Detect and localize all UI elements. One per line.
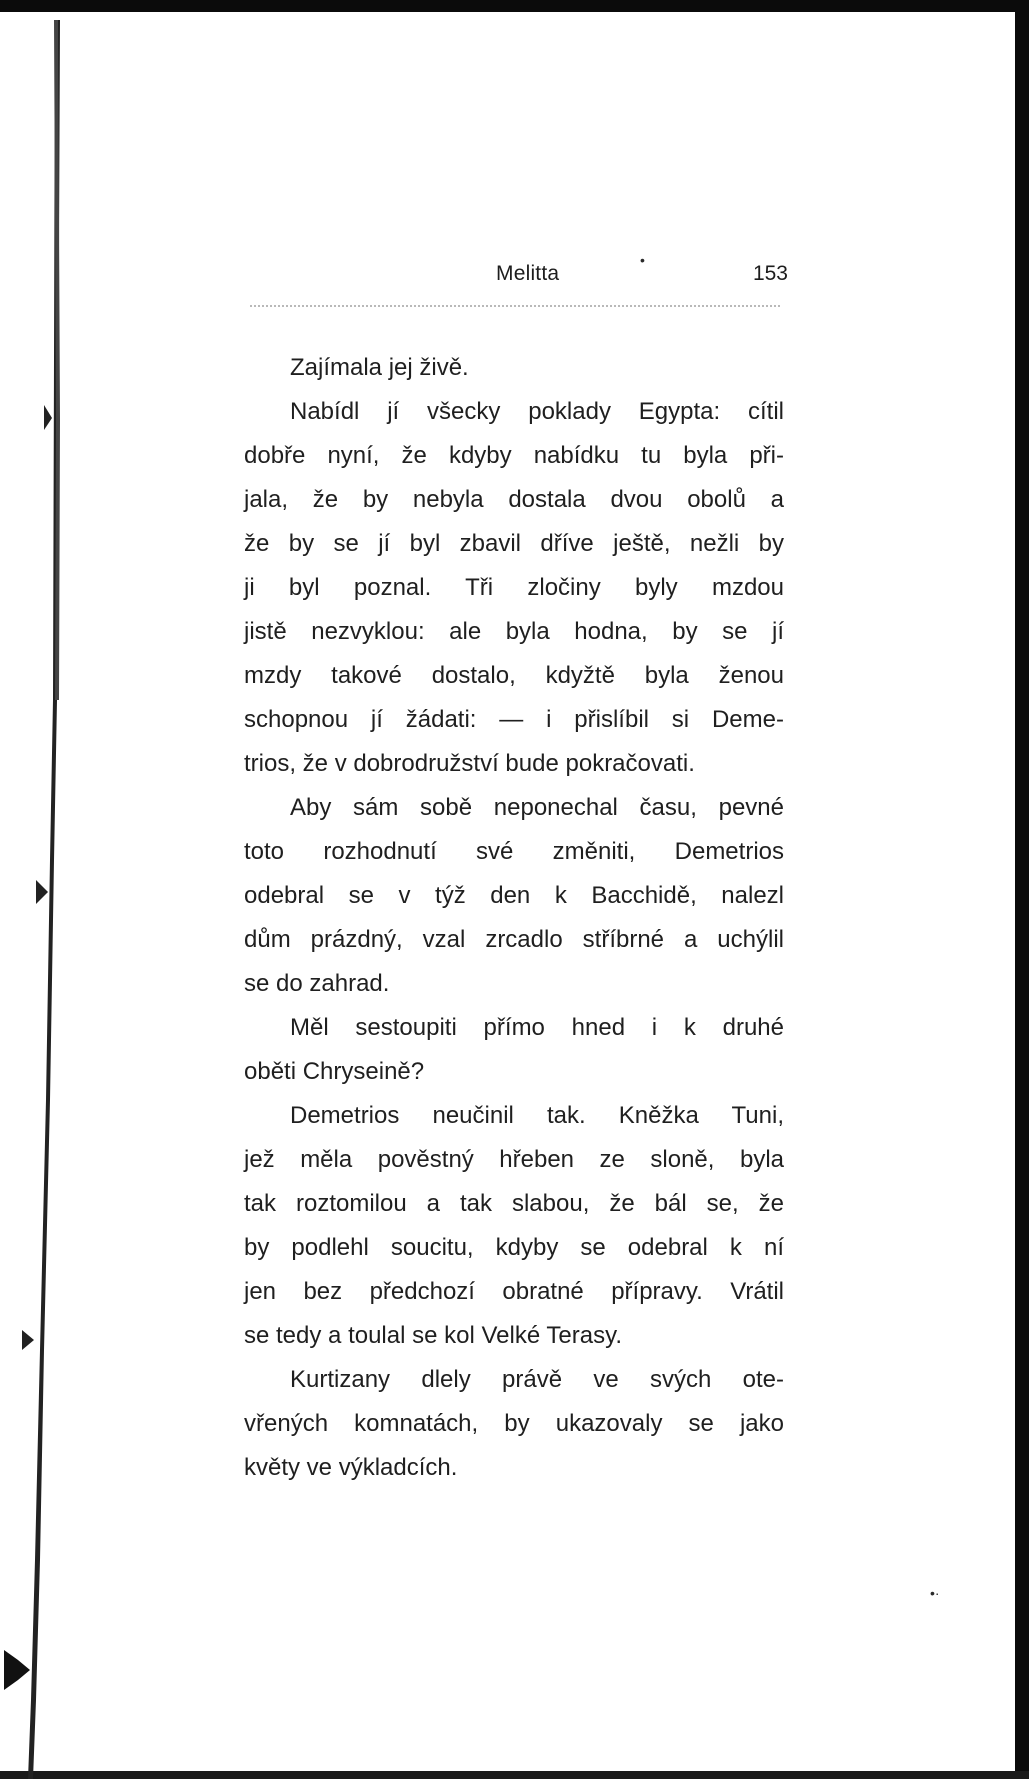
text-line: by podlehl soucitu, kdyby se odebral k ní — [244, 1234, 784, 1261]
text-line: odebral se v týž den k Bacchidě, nalezl — [244, 882, 784, 909]
text-line: schopnou jí žádati: — i přislíbil si Deme- — [244, 706, 784, 733]
text-line: jistě nezvyklou: ale byla hodna, by se jí — [244, 618, 784, 645]
page-number: 153 — [752, 262, 788, 285]
text-line: jež měla pověstný hřeben ze sloně, byla — [244, 1146, 784, 1173]
text-line: Měl sestoupiti přímo hned i k druhé — [290, 1014, 784, 1041]
text-line: Kurtizany dlely právě ve svých ote- — [290, 1366, 784, 1393]
text-line: mzdy takové dostalo, kdyžtě byla ženou — [244, 662, 784, 689]
print-speck: • — [640, 252, 645, 268]
text-line: jen bez předchozí obratné přípravy. Vrátil — [244, 1278, 784, 1305]
scan-border-bottom — [0, 1771, 1029, 1779]
text-line: trios, že v dobrodružství bude pokračovati. — [244, 750, 695, 777]
scan-border-top — [0, 0, 1029, 12]
text-line: Zajímala jej živě. — [290, 354, 469, 381]
text-line: toto rozhodnutí své změniti, Demetrios — [244, 838, 784, 865]
scan-border-right — [1015, 0, 1029, 1779]
print-speck: •· — [930, 1585, 940, 1601]
header-rule — [250, 305, 780, 307]
running-title: Melitta — [496, 262, 560, 285]
text-line: dobře nyní, že kdyby nabídku tu byla při- — [244, 442, 784, 469]
text-line: se do zahrad. — [244, 970, 390, 997]
text-line: květy ve výkladcích. — [244, 1454, 458, 1481]
text-line: dům prázdný, vzal zrcadlo stříbrné a uchýlil — [244, 926, 784, 953]
text-line: tak roztomilou a tak slabou, že bál se, že — [244, 1190, 784, 1217]
text-line: vřených komnatách, by ukazovaly se jako — [244, 1410, 784, 1437]
book-spine-edge — [0, 0, 70, 1779]
text-line: se tedy a toulal se kol Velké Terasy. — [244, 1322, 622, 1349]
text-line: Demetrios neučinil tak. Kněžka Tuni, — [290, 1102, 784, 1129]
text-line: ji byl poznal. Tři zločiny byly mzdou — [244, 574, 784, 601]
body-text — [244, 346, 784, 1490]
text-line: že by se jí byl zbavil dříve ještě, nežli by — [244, 530, 784, 557]
text-line: oběti Chryseině? — [244, 1058, 425, 1085]
text-line: jala, že by nebyla dostala dvou obolů a — [244, 486, 784, 513]
text-line: Aby sám sobě neponechal času, pevné — [290, 794, 784, 821]
text-line: Nabídl jí všecky poklady Egypta: cítil — [290, 398, 784, 425]
page-header — [240, 262, 788, 290]
